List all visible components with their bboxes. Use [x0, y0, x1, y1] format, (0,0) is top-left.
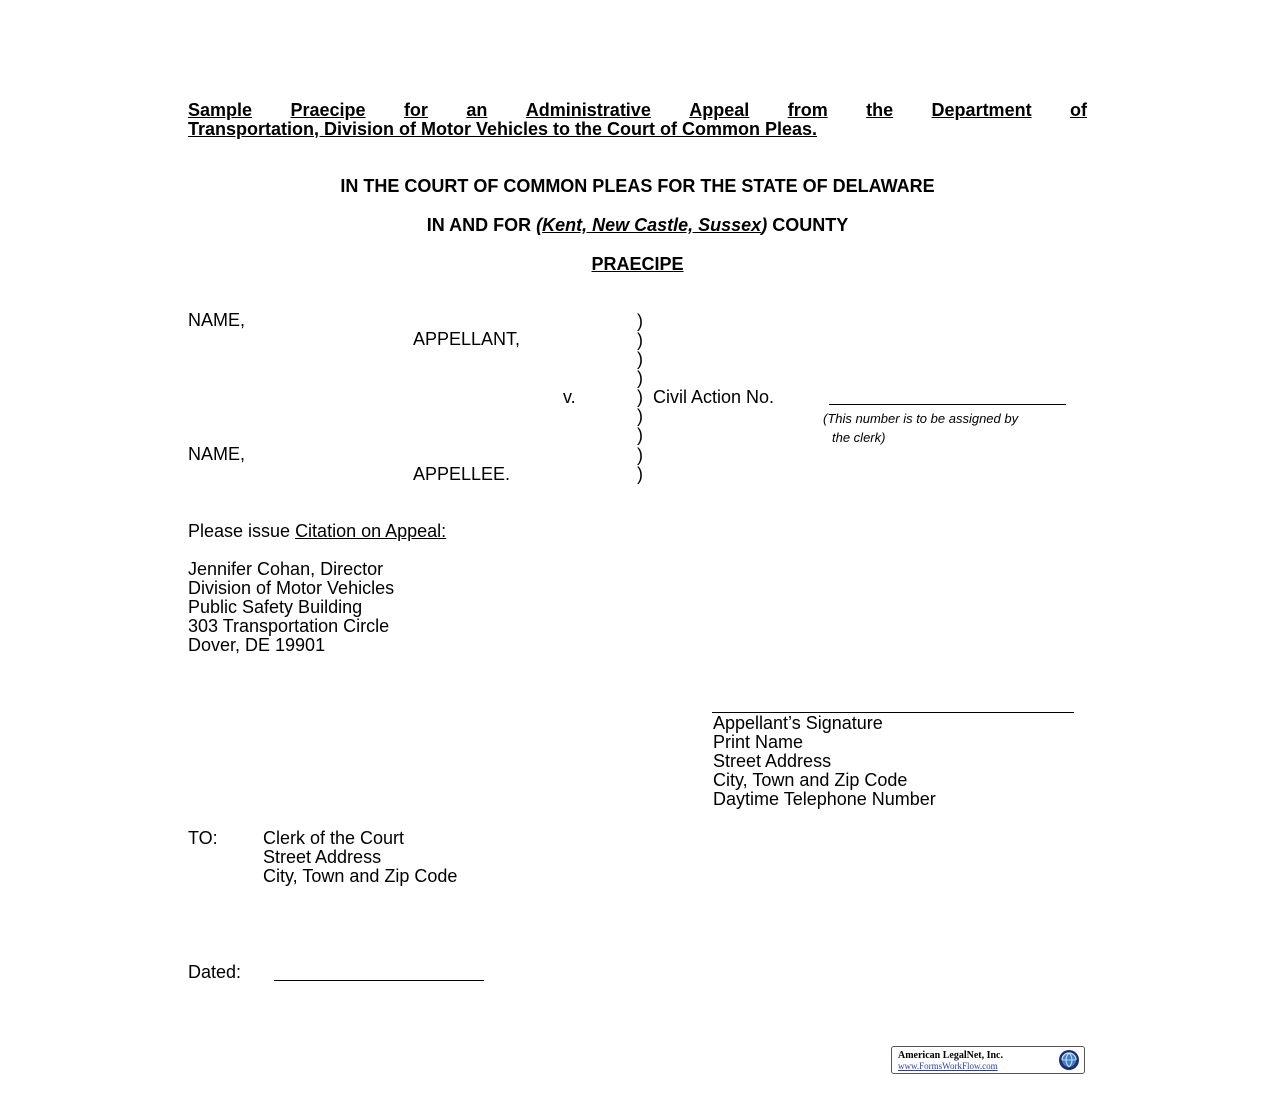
caption-paren: )	[637, 330, 643, 350]
daytime-phone-label: Daytime Telephone Number	[713, 789, 936, 809]
address-line: Dover, DE 19901	[188, 635, 326, 655]
appellant-label: APPELLANT,	[413, 329, 521, 349]
citation-on-appeal: Citation on Appeal:	[295, 521, 447, 541]
caption-paren: )	[637, 368, 643, 388]
city-zip-label: City, Town and Zip Code	[713, 770, 908, 790]
header-word: Praecipe	[290, 100, 366, 120]
caption-paren: )	[637, 464, 643, 484]
citation-address	[188, 560, 394, 655]
american-legalnet-logo	[891, 1046, 1085, 1074]
header-word: for	[403, 100, 428, 120]
clerk-note-line-1: (This number is to be assigned by	[823, 411, 1019, 426]
caption-paren: )	[637, 425, 643, 445]
logo-company-name: American LegalNet, Inc.	[898, 1050, 1003, 1061]
header-title-line-2: Transportation, Division of Motor Vehicles to the Court of Common Pleas.	[188, 119, 818, 139]
citation-prefix: Please issue	[188, 521, 296, 541]
signature-caption: Appellant’s Signature	[713, 713, 883, 733]
court-heading: IN THE COURT OF COMMON PLEAS FOR THE STATE OF DELAWARE	[340, 176, 935, 196]
print-name-label: Print Name	[713, 732, 804, 752]
dated-label: Dated:	[188, 962, 242, 982]
county-heading	[188, 215, 1087, 236]
header-word: of	[1070, 100, 1087, 120]
clerk-note-line-2: the clerk)	[832, 430, 886, 445]
county-prefix: IN AND FOR	[426, 215, 537, 235]
to-line: Street Address	[263, 847, 382, 867]
county-close-paren: )	[761, 215, 768, 235]
civil-action-label: Civil Action No.	[653, 387, 775, 407]
county-open-paren: (	[536, 215, 543, 235]
to-label: TO:	[188, 828, 218, 848]
address-line: Public Safety Building	[188, 597, 363, 617]
caption-paren: )	[637, 445, 643, 465]
caption-paren: )	[637, 311, 643, 331]
county-options: Kent, New Castle, Sussex	[542, 215, 762, 235]
signature-block	[713, 714, 936, 809]
caption-paren: )	[637, 406, 643, 426]
caption-paren: )	[637, 349, 643, 369]
to-line: City, Town and Zip Code	[263, 866, 458, 886]
globe-icon	[1058, 1049, 1080, 1071]
header-word: the	[866, 100, 894, 120]
address-line: 303 Transportation Circle	[188, 616, 390, 636]
logo-url[interactable]: www.FormsWorkFlow.com	[898, 1061, 998, 1071]
address-line: Division of Motor Vehicles	[188, 578, 395, 598]
to-address	[263, 829, 457, 886]
street-address-label: Street Address	[713, 751, 832, 771]
caption-paren: )	[637, 387, 643, 407]
appellee-label: APPELLEE.	[413, 464, 511, 484]
civil-action-number-line[interactable]	[829, 404, 1066, 405]
header-word: from	[787, 100, 828, 120]
appellant-name: NAME,	[188, 310, 246, 330]
form-header-title	[188, 101, 1087, 139]
header-word: an	[466, 100, 488, 120]
document-title: PRAECIPE	[591, 254, 684, 274]
date-line[interactable]	[274, 980, 484, 981]
header-word: Appeal	[689, 100, 750, 120]
address-line: Jennifer Cohan, Director	[188, 559, 384, 579]
to-line: Clerk of the Court	[263, 828, 405, 848]
citation-request	[188, 522, 446, 541]
header-word: Administrative	[525, 100, 651, 120]
county-suffix: COUNTY	[767, 215, 849, 235]
header-word: Sample	[188, 100, 253, 120]
header-word: Department	[931, 100, 1032, 120]
appellee-name: NAME,	[188, 444, 246, 464]
header-title-line-1	[188, 101, 1087, 120]
versus-label: v.	[563, 387, 576, 407]
